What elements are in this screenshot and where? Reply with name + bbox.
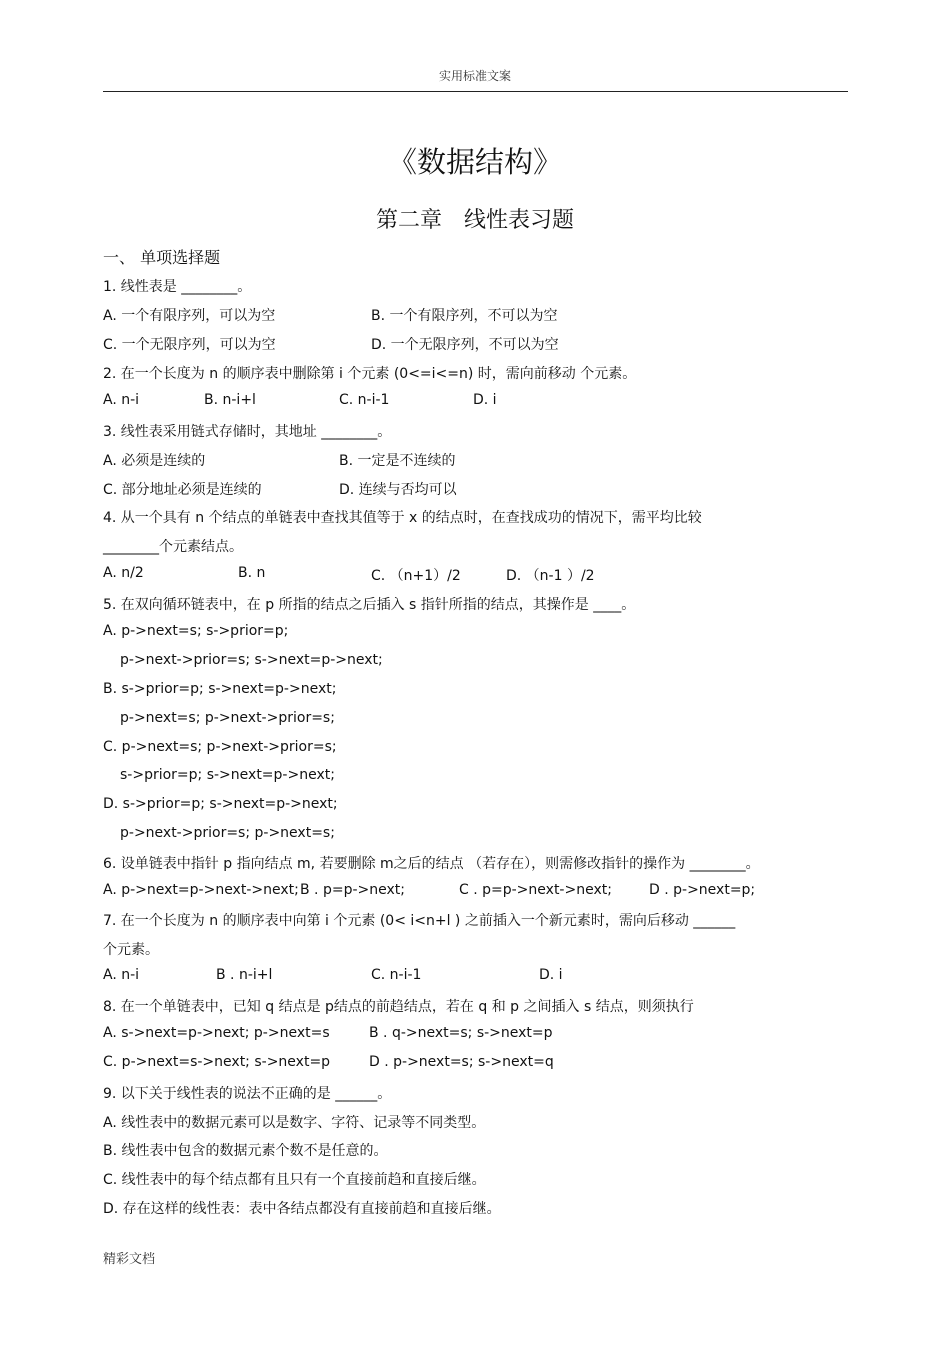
question-6-stem: 6. 设单链表中指针 p 指向结点 m, 若要删除 m之后的结点 （若存在），则需修改指针的操作为 ________。 [103, 856, 760, 872]
question-7-option-b: B . n-i+l [216, 967, 273, 983]
question-4-option-d: D. （n-1 ）/2 [506, 568, 595, 584]
question-8-stem: 8. 在一个单链表中，已知 q 结点是 p结点的前趋结点，若在 q 和 p 之间插入 s 结点，则须执行 [103, 999, 694, 1015]
question-2-option-a: A. n-i [103, 392, 140, 408]
question-1-stem: 1. 线性表是 ________。 [103, 279, 252, 295]
question-7-option-c: C. n-i-1 [371, 967, 422, 983]
question-2-option-c: C. n-i-1 [339, 392, 390, 408]
question-8-option-c: C. p->next=s->next; s->next=p [103, 1054, 331, 1070]
question-1-option-b: B. 一个有限序列，不可以为空 [371, 308, 558, 324]
question-5-stem: 5. 在双向循环链表中，在 p 所指的结点之后插入 s 指针所指的结点，其操作是 ____。 [103, 597, 636, 613]
question-9-option-a: A. 线性表中的数据元素可以是数字、字符、记录等不同类型。 [103, 1115, 486, 1131]
question-2-stem: 2. 在一个长度为 n 的顺序表中删除第 i 个元素 (0<=i<=n) 时，需向前移动 个元素。 [103, 366, 637, 382]
question-1-option-d: D. 一个无限序列，不可以为空 [371, 337, 559, 353]
question-5-option-c-line-1: C. p->next=s; p->next->prior=s; [103, 739, 337, 755]
question-8-option-b: B . q->next=s; s->next=p [369, 1025, 553, 1041]
question-2-option-d: D. i [473, 392, 497, 408]
question-1-option-a: A. 一个有限序列，可以为空 [103, 308, 276, 324]
document-title: 《数据结构》 [387, 145, 562, 179]
question-3-option-d: D. 连续与否均可以 [339, 482, 457, 498]
question-7-stem: 7. 在一个长度为 n 的顺序表中向第 i 个元素 (0< i<n+l ) 之前插入一个新元素时，需向后移动 ______ [103, 913, 736, 929]
question-1-option-c: C. 一个无限序列，可以为空 [103, 337, 276, 353]
question-3-option-a: A. 必须是连续的 [103, 453, 206, 469]
header-rule [103, 91, 848, 92]
question-7-option-a: A. n-i [103, 967, 140, 983]
question-9-option-d: D. 存在这样的线性表：表中各结点都没有直接前趋和直接后继。 [103, 1201, 501, 1217]
question-9-option-c: C. 线性表中的每个结点都有且只有一个直接前趋和直接后继。 [103, 1172, 486, 1188]
question-4-option-c: C. （n+1）/2 [371, 568, 461, 584]
question-5-option-b-line-1: B. s->prior=p; s->next=p->next; [103, 681, 337, 697]
question-5-option-a-line-2: p->next->prior=s; s->next=p->next; [120, 652, 383, 668]
question-7-continuation: 个元素。 [103, 942, 159, 958]
question-4-continuation: ________个元素结点。 [103, 539, 243, 555]
question-3-option-c: C. 部分地址必须是连续的 [103, 482, 262, 498]
question-5-option-c-line-2: s->prior=p; s->next=p->next; [120, 767, 335, 783]
page-header: 实用标准文案 [438, 69, 511, 83]
question-8-option-d: D . p->next=s; s->next=q [369, 1054, 554, 1070]
question-8-option-a: A. s->next=p->next; p->next=s [103, 1025, 330, 1041]
question-6-option-c: C . p=p->next->next; [459, 882, 612, 898]
question-4-option-b: B. n [238, 565, 266, 581]
chapter-heading: 第二章 线性表习题 [375, 208, 574, 233]
question-4-stem: 4. 从一个具有 n 个结点的单链表中查找其值等于 x 的结点时，在查找成功的情况下，需平均比较 [103, 510, 702, 526]
page-footer: 精彩文档 [103, 1252, 156, 1267]
question-5-option-d-line-1: D. s->prior=p; s->next=p->next; [103, 796, 338, 812]
question-5-option-b-line-2: p->next=s; p->next->prior=s; [120, 710, 335, 726]
question-5-option-a-line-1: A. p->next=s; s->prior=p; [103, 623, 289, 639]
question-4-option-a: A. n/2 [103, 565, 144, 581]
question-5-option-d-line-2: p->next->prior=s; p->next=s; [120, 825, 335, 841]
question-6-option-a: A. p->next=p->next->next; [103, 882, 299, 898]
question-6-option-b: B . p=p->next; [300, 882, 405, 898]
question-6-option-d: D . p->next=p; [649, 882, 756, 898]
question-3-option-b: B. 一定是不连续的 [339, 453, 456, 469]
section-heading: 一、 单项选择题 [103, 248, 221, 267]
question-3-stem: 3. 线性表采用链式存储时，其地址 ________。 [103, 424, 392, 440]
question-9-stem: 9. 以下关于线性表的说法不正确的是 ______。 [103, 1086, 392, 1102]
question-7-option-d: D. i [539, 967, 563, 983]
question-2-option-b: B. n-i+l [204, 392, 256, 408]
question-9-option-b: B. 线性表中包含的数据元素个数不是任意的。 [103, 1143, 388, 1159]
